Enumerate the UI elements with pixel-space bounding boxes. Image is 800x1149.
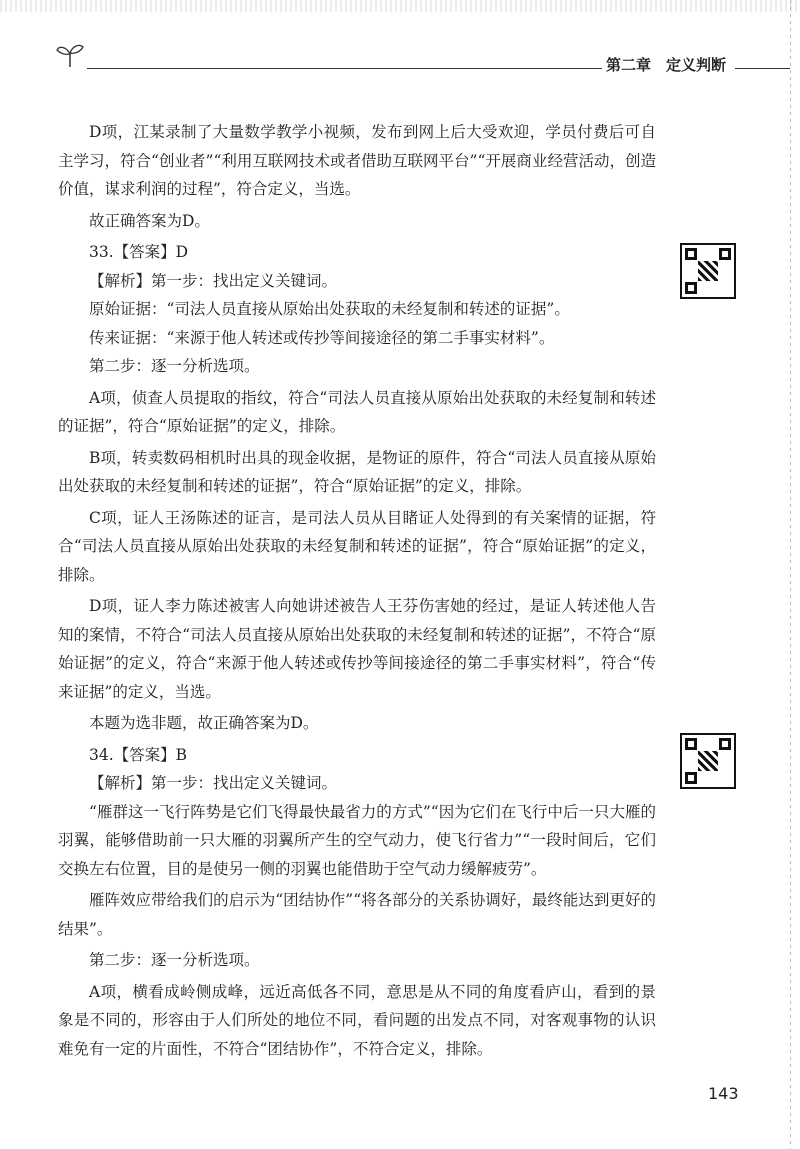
paragraph: D项，证人李力陈述被害人向她讲述被告人王芬伤害她的经过，是证人转述他人告知的案情，不符合“司法人员直接从原始出处获取的未经复制和转述的证据”，不符合“原始证据”的定义，符合“来源于他人转述或传抄等间接途径的第二手事实材料”，符合“传来证据”的定义，当选。 — [58, 597, 656, 701]
scan-right-edge — [790, 0, 791, 1149]
paragraph: D项，江某录制了大量数学教学小视频，发布到网上后大受欢迎，学员付费后可自主学习，符合“创业者”“利用互联网技术或者借助互联网平台”“开展商业经营活动，创造价值，谋求利润的过程”，符合定义，当选。 — [58, 123, 656, 198]
paragraph: C项，证人王汤陈述的证言，是司法人员从目睹证人处得到的有关案情的证据，符合“司法人员直接从原始出处获取的未经复制和转述的证据”，符合“原始证据”的定义，排除。 — [58, 508, 656, 584]
qr-code-icon[interactable] — [680, 733, 736, 789]
paragraph: A项，横看成岭侧成峰，远近高低各不同，意思是从不同的角度看庐山，看到的景象是不同的，形容由于人们所处的地位不同，看问题的出发点不同，对客观事物的认识难免有一定的片面性，不符合“团结协作”，不符合定义，排除。 — [58, 982, 656, 1058]
answer-heading-34: 34.【答案】B — [89, 745, 188, 764]
paragraph: A项，侦查人员提取的指纹，符合“司法人员直接从原始出处获取的未经复制和转述的证据”，符合“原始证据”的定义，排除。 — [58, 388, 656, 435]
paragraph: 本题为选非题，故正确答案为D。 — [89, 714, 319, 732]
paragraph: B项，转卖数码相机时出具的现金收据，是物证的原件，符合“司法人员直接从原始出处获取的未经复制和转述的证据”，符合“原始证据”的定义，排除。 — [58, 448, 656, 495]
answer-heading-33: 33.【答案】D — [89, 243, 189, 261]
paragraph: 第二步：逐一分析选项。 — [89, 357, 260, 375]
header-rule-left — [87, 68, 652, 69]
page-number: 143 — [708, 1084, 739, 1103]
paragraph: 原始证据：“司法人员直接从原始出处获取的未经复制和转述的证据”。 — [89, 300, 570, 318]
qr-code-icon[interactable] — [680, 243, 736, 299]
header-rule-right — [735, 68, 790, 69]
paragraph: 第二步：逐一分析选项。 — [89, 951, 260, 969]
analysis-heading: 【解析】第一步：找出定义关键词。 — [89, 271, 338, 290]
page-body — [58, 118, 656, 1063]
paragraph: 雁阵效应带给我们的启示为“团结协作”“将各部分的关系协调好，最终能达到更好的结果”。 — [58, 891, 656, 938]
scan-top-border — [0, 0, 800, 12]
analysis-heading: 【解析】第一步：找出定义关键词。 — [89, 774, 338, 792]
page-header — [55, 40, 790, 80]
paragraph: “雁群这一飞行阵势是它们飞得最快最省力的方式”“因为它们在飞行中后一只大雁的羽翼，能够借助前一只大雁的羽翼所产生的空气动力，使飞行省力”“一段时间后，它们交换左右位置，目的是使另一侧的羽翼也能借助于空气动力缓解疲劳”。 — [58, 802, 656, 878]
paragraph: 故正确答案为D。 — [89, 211, 210, 230]
sprout-icon — [55, 42, 85, 68]
paragraph: 传来证据：“来源于他人转述或传抄等间接途径的第二手事实材料”。 — [89, 328, 555, 347]
chapter-title: 第二章 定义判断 — [602, 54, 730, 75]
